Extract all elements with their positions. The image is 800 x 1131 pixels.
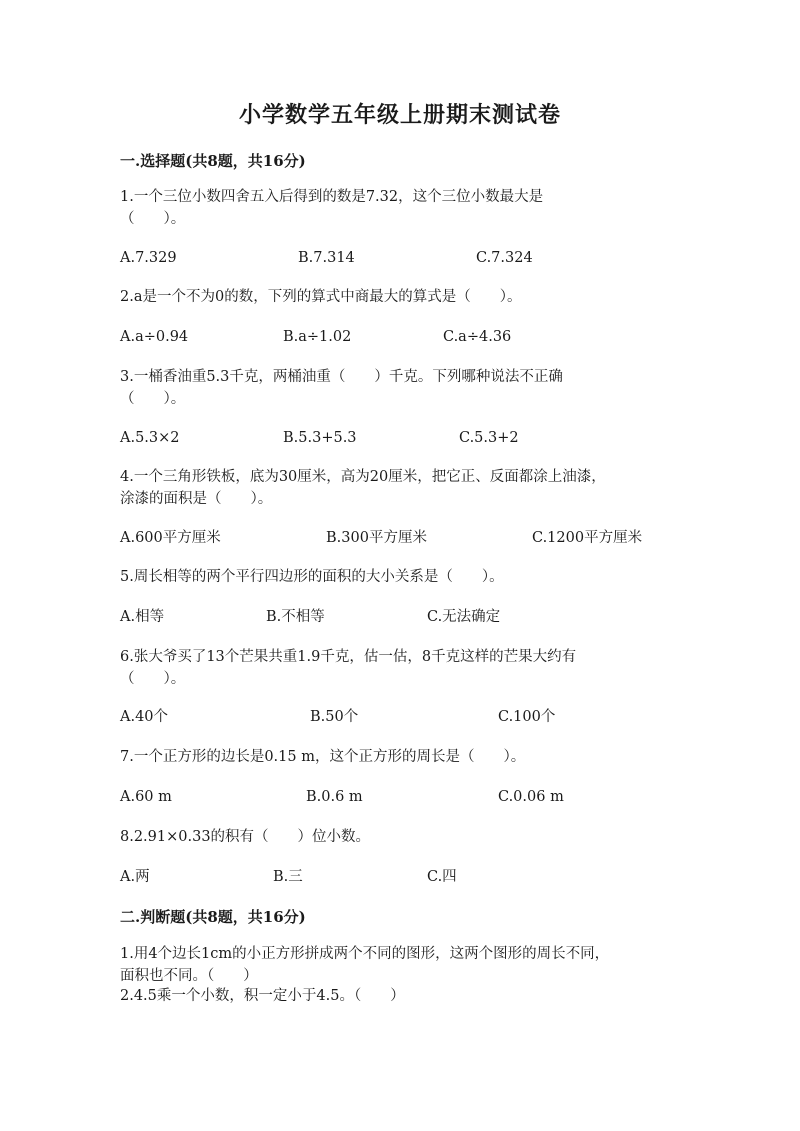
option-a: A.40个 bbox=[120, 709, 169, 725]
option-c: C.0.06 m bbox=[498, 789, 564, 805]
option-b: B.7.314 bbox=[298, 250, 355, 266]
options-4 bbox=[120, 527, 720, 549]
option-a: A.600平方厘米 bbox=[120, 530, 221, 546]
option-b: B.50个 bbox=[310, 709, 359, 725]
judgement-question-1 bbox=[120, 943, 680, 987]
section-heading-judgement: 二.判断题(共8题，共16分) bbox=[120, 908, 306, 926]
question-line: （ ）。 bbox=[120, 671, 186, 687]
option-c: C.a÷4.36 bbox=[443, 329, 512, 345]
question-line: 1.一个三位小数四舍五入后得到的数是7.32，这个三位小数最大是 bbox=[120, 189, 544, 205]
question-7 bbox=[120, 746, 680, 768]
option-c: C.无法确定 bbox=[427, 609, 501, 625]
judgement-question-2 bbox=[120, 985, 680, 1007]
question-line: 8.2.91×0.33的积有（ ）位小数。 bbox=[120, 829, 371, 845]
option-a: A.60 m bbox=[120, 789, 172, 805]
option-a: A.相等 bbox=[120, 609, 165, 625]
question-line: 5.周长相等的两个平行四边形的面积的大小关系是（ ）。 bbox=[120, 569, 504, 585]
question-3 bbox=[120, 366, 680, 410]
option-a: A.两 bbox=[120, 869, 150, 885]
question-6 bbox=[120, 646, 680, 690]
section-heading-choice: 一.选择题(共8题，共16分) bbox=[120, 152, 306, 170]
option-c: C.100个 bbox=[498, 709, 556, 725]
question-line: 7.一个正方形的边长是0.15 m，这个正方形的周长是（ ）。 bbox=[120, 749, 526, 765]
option-b: B.300平方厘米 bbox=[326, 530, 427, 546]
question-8 bbox=[120, 826, 680, 848]
option-c: C.7.324 bbox=[476, 250, 533, 266]
question-line: （ ）。 bbox=[120, 391, 186, 407]
question-4 bbox=[120, 466, 680, 510]
question-line: 6.张大爷买了13个芒果共重1.9千克，估一估，8千克这样的芒果大约有 bbox=[120, 649, 577, 665]
option-a: A.5.3×2 bbox=[120, 430, 180, 446]
options-5 bbox=[120, 606, 720, 628]
question-line: （ ）。 bbox=[120, 211, 186, 227]
options-8 bbox=[120, 866, 720, 888]
options-6 bbox=[120, 706, 720, 728]
option-b: B.三 bbox=[273, 869, 303, 885]
question-line: 2.a是一个不为0的数，下列的算式中商最大的算式是（ ）。 bbox=[120, 289, 522, 305]
question-line: 1.用4个边长1cm的小正方形拼成两个不同的图形，这两个图形的周长不同， bbox=[120, 946, 610, 962]
option-c: C.1200平方厘米 bbox=[532, 530, 643, 546]
options-7 bbox=[120, 786, 720, 808]
option-a: A.a÷0.94 bbox=[120, 329, 189, 345]
question-line: 面积也不同。（ ） bbox=[120, 968, 258, 984]
question-line: 4.一个三角形铁板，底为30厘米，高为20厘米，把它正、反面都涂上油漆， bbox=[120, 469, 606, 485]
question-5 bbox=[120, 566, 680, 588]
option-a: A.7.329 bbox=[120, 250, 177, 266]
options-2 bbox=[120, 326, 720, 348]
option-c: C.5.3+2 bbox=[459, 430, 519, 446]
option-b: B.不相等 bbox=[266, 609, 325, 625]
page-title: 小学数学五年级上册期末测试卷 bbox=[238, 102, 561, 128]
option-c: C.四 bbox=[427, 869, 457, 885]
option-b: B.5.3+5.3 bbox=[283, 430, 357, 446]
options-3 bbox=[120, 427, 720, 449]
question-line: 3.一桶香油重5.3千克，两桶油重（ ）千克。下列哪种说法不正确 bbox=[120, 369, 563, 385]
option-b: B.0.6 m bbox=[306, 789, 363, 805]
question-2 bbox=[120, 286, 680, 308]
option-b: B.a÷1.02 bbox=[283, 329, 352, 345]
question-line: 涂漆的面积是（ ）。 bbox=[120, 491, 273, 507]
question-line: 2.4.5乘一个小数，积一定小于4.5。（ ） bbox=[120, 988, 405, 1004]
question-1 bbox=[120, 186, 680, 230]
options-1 bbox=[120, 247, 720, 269]
